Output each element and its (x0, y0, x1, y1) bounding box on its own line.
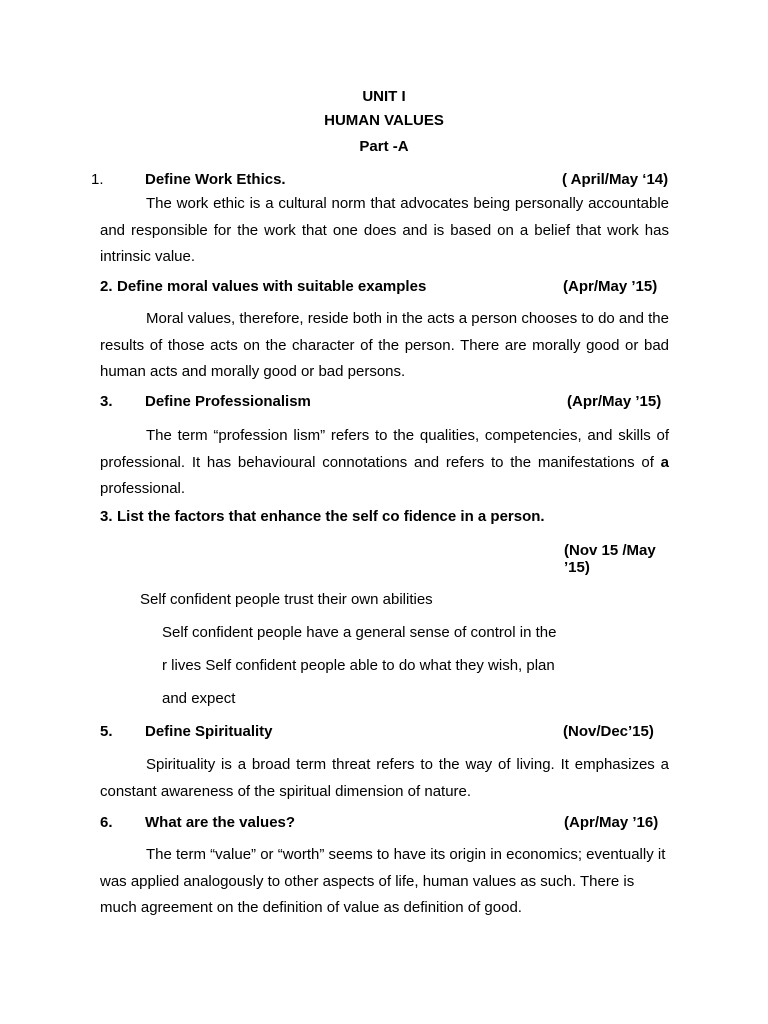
question-number: 5. (100, 723, 113, 740)
answer-text: The term “value” or “worth” seems to have its origin in economics; eventually it was applied analogously to other aspects of life, human values as such. There is much agreement on the definition of value as definition of good. (100, 846, 666, 916)
unit-heading: UNIT I (362, 88, 406, 105)
question-number: 1. (91, 171, 104, 188)
question-6-date: (Apr/May ’16) (564, 814, 659, 831)
question-number: 3. (100, 393, 113, 410)
question-number: 6. (100, 814, 113, 831)
question-5-answer (100, 752, 669, 805)
answer-text-end: professional. (100, 480, 186, 497)
question-title: What are the values? (145, 814, 296, 831)
question-4-date-line1: (Nov 15 /May (564, 542, 656, 559)
question-2-date: (Apr/May ’15) (563, 278, 658, 295)
question-number: 2. (100, 278, 113, 295)
question-3-date: (Apr/May ’15) (567, 393, 662, 410)
answer-line: r lives Self confident people able to do what they wish, plan (162, 657, 555, 674)
answer-text: Spirituality is a broad term threat refers to the way of living. It emphasizes a constant awareness of the spiritual dimension of nature. (100, 756, 669, 800)
question-1-date: ( April/May ‘14) (562, 171, 669, 188)
question-4-date-line2: ’15) (564, 559, 590, 576)
question-number: 3. (100, 508, 113, 525)
question-2-answer (100, 306, 669, 386)
answer-line: Self confident people trust their own abilities (140, 591, 433, 608)
subject-heading: HUMAN VALUES (324, 112, 444, 129)
question-1-answer (100, 191, 669, 271)
question-title: List the factors that enhance the self co fidence in a person. (117, 508, 545, 525)
question-3-answer (100, 423, 669, 503)
answer-bold-word: a (660, 453, 669, 471)
answer-text: The work ethic is a cultural norm that advocates being personally accountable and responsible for the work that one does and is based on a belief that work has intrinsic value. (100, 195, 669, 265)
answer-text: The term “profession lism” refers to the qualities, competencies, and skills of professional. It has behavioural connotations and refers to the manifestations of (100, 427, 669, 471)
question-title: Define Professionalism (145, 393, 311, 410)
question-6-answer (100, 842, 669, 922)
answer-text: Moral values, therefore, reside both in the acts a person chooses to do and the results of those acts on the character of the person. There are morally good or bad human acts and morally good or bad persons. (100, 310, 669, 380)
question-title: Define Work Ethics. (145, 171, 286, 188)
answer-line: Self confident people have a general sense of control in the (162, 624, 557, 641)
question-title: Define moral values with suitable examples (117, 278, 427, 295)
part-heading: Part -A (359, 138, 409, 155)
question-5-date: (Nov/Dec’15) (563, 723, 654, 740)
answer-line: and expect (162, 690, 236, 707)
question-title: Define Spirituality (145, 723, 273, 740)
